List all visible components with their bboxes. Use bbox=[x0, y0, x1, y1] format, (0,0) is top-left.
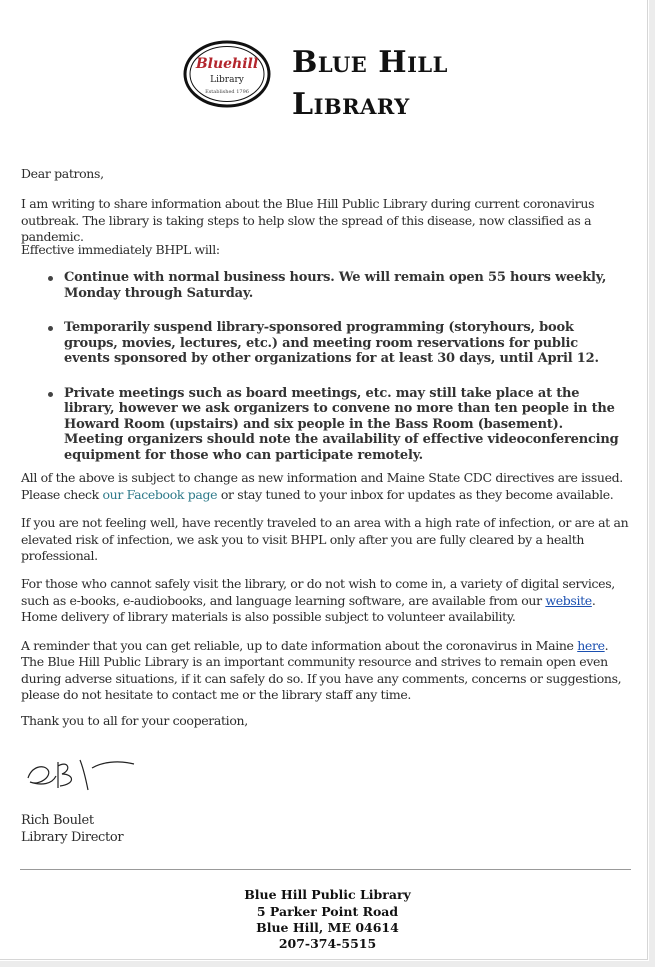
reminder-paragraph bbox=[21, 638, 631, 655]
list-item bbox=[20, 270, 620, 301]
logo-text-top: Bluehill bbox=[195, 56, 259, 72]
bullet-icon bbox=[48, 326, 53, 331]
signer-title: Library Director bbox=[21, 830, 124, 845]
effective-line: Effective immediately BHPL will: bbox=[21, 242, 220, 257]
coronavirus-info-link[interactable]: here bbox=[577, 638, 605, 653]
reminder-text-b: . bbox=[604, 638, 609, 653]
salutation: Dear patrons, bbox=[21, 166, 104, 181]
change-text-b: or stay tuned to your inbox for updates as they become available. bbox=[217, 486, 614, 502]
list-item bbox=[20, 386, 620, 464]
title-line-2: Library bbox=[292, 87, 410, 122]
list-item-text: Continue with normal business hours. We will remain open 55 hours weekly, Monday through Saturday. bbox=[64, 270, 607, 301]
bullet-icon bbox=[48, 392, 53, 397]
page-shadow-right bbox=[649, 0, 655, 967]
unwell-paragraph: If you are not feeling well, have recently traveled to an area with a high rate of infection, or are at an elevated risk of infection, we ask you to visit BHPL only after you are fully cleared by a health professional. bbox=[21, 515, 629, 563]
list-item-text: Temporarily suspend library-sponsored programming (storyhours, book groups, movies, lectures, etc.) and meeting room reservations for public events sponsored by other organizations for at least 30 days, until April 12. bbox=[64, 320, 599, 366]
digital-text-a: For those who cannot safely visit the library, or do not wish to come in, a variety of digital services, such as e-books, e-audiobooks, and language learning software, are available from our bbox=[21, 576, 615, 608]
measures-list bbox=[20, 270, 620, 482]
list-item bbox=[20, 320, 620, 367]
title-line-1: Blue Hill bbox=[292, 45, 448, 80]
library-logo bbox=[183, 40, 271, 108]
footer-phone: 207-374-5515 bbox=[278, 936, 377, 951]
digital-text-b: . Home delivery of library materials is also possible subject to volunteer availability. bbox=[21, 592, 596, 624]
bullet-icon bbox=[48, 276, 53, 281]
footer-city: Blue Hill, ME 04614 bbox=[256, 920, 399, 935]
reminder-text-a: A reminder that you can get reliable, up to date information about the coronavirus in Maine bbox=[21, 638, 578, 653]
facebook-link[interactable]: our Facebook page bbox=[102, 486, 218, 502]
intro-paragraph: I am writing to share information about the Blue Hill Public Library during current coronavirus outbreak. The library is taking steps to help slow the spread of this disease, now classified as a pandemic. bbox=[21, 196, 595, 244]
footer-street: 5 Parker Point Road bbox=[256, 904, 399, 919]
website-link[interactable]: website bbox=[545, 592, 592, 608]
signature-image bbox=[22, 756, 142, 796]
logo-text-bottom: Library bbox=[210, 75, 244, 85]
footer-divider bbox=[20, 869, 631, 870]
list-item-text: Private meetings such as board meetings, etc. may still take place at the library, however we ask organizers to convene no more than ten people in the Howard Room (upstairs) and six people in the Bass Room (basement). Meeting organizers should note the availability of effective videoconferencing equipment for those who can participate remotely. bbox=[64, 385, 619, 463]
signer-name: Rich Boulet bbox=[21, 813, 94, 828]
page-title bbox=[292, 42, 448, 126]
resource-paragraph: The Blue Hill Public Library is an important community resource and strives to remain open even during adverse situations, if it can safely do so. If you have any comments, concerns or suggestions, please do not hesitate to contact me or the library staff any time. bbox=[21, 654, 622, 702]
closing-line: Thank you to all for your cooperation, bbox=[21, 713, 248, 728]
page-shadow-bottom bbox=[0, 961, 655, 967]
change-text-a: All of the above is subject to change as new information and Maine State CDC directives are issued. Please check bbox=[21, 470, 623, 502]
digital-paragraph bbox=[21, 576, 631, 626]
footer-org: Blue Hill Public Library bbox=[244, 887, 411, 902]
logo-caption: Established 1796 bbox=[205, 89, 249, 95]
change-paragraph bbox=[21, 470, 631, 503]
